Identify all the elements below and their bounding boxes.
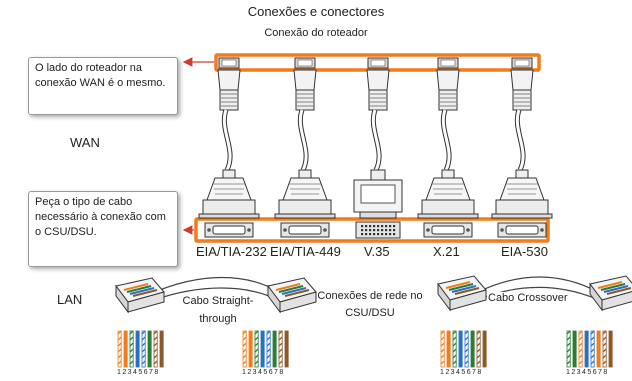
rj45-plug-3	[438, 276, 486, 310]
connector-label-eia-tia-449: EIA/TIA-449	[270, 244, 341, 259]
diagram-subtitle: Conexão do roteador	[264, 27, 368, 39]
callout-cable-type	[28, 191, 178, 267]
wire-strip-3	[441, 331, 486, 367]
pin-numbers-2: 1 2 3 4 5 6 7 8	[242, 369, 284, 376]
wire-strip-1	[118, 331, 163, 367]
serial-cable-3	[354, 58, 402, 238]
connector-label-x21: X.21	[433, 244, 460, 259]
wan-label: WAN	[70, 135, 100, 150]
lan-label: LAN	[57, 292, 83, 307]
connector-label-eia-tia-232: EIA/TIA-232	[196, 244, 267, 259]
serial-cable-2	[275, 58, 335, 237]
connector-label-eia-530: EIA-530	[501, 244, 548, 259]
pin-numbers-3: 1 2 3 4 5 6 7 8	[440, 369, 482, 376]
rj45-plug-1	[116, 278, 164, 312]
serial-cable-1	[199, 58, 259, 237]
connector-label-v35: V.35	[364, 244, 390, 259]
pin-numbers-1: 1 2 3 4 5 6 7 8	[117, 369, 159, 376]
pin-numbers-4: 1 2 3 4 5 6 7 8	[566, 369, 608, 376]
callout-router-side-text: O lado do roteador na conexão WAN é o mesmo.	[35, 62, 166, 89]
network-connections-label: Conexões de rede no CSU/DSU	[317, 290, 423, 319]
diagram-title: Conexões e conectores	[247, 4, 385, 19]
serial-cable-5	[492, 58, 552, 237]
callout-router-side	[28, 57, 178, 115]
serial-cable-4	[418, 58, 478, 237]
straight-through-label: Cabo Straight-through	[182, 295, 254, 325]
rj45-plug-4	[590, 276, 632, 310]
wire-strip-4	[567, 331, 612, 367]
callout-cable-type-text: Peça o tipo de cabo necessário à conexão com o CSU/DSU.	[35, 196, 166, 238]
wire-strip-2	[243, 331, 288, 367]
crossover-label: Cabo Crossover	[488, 292, 568, 304]
